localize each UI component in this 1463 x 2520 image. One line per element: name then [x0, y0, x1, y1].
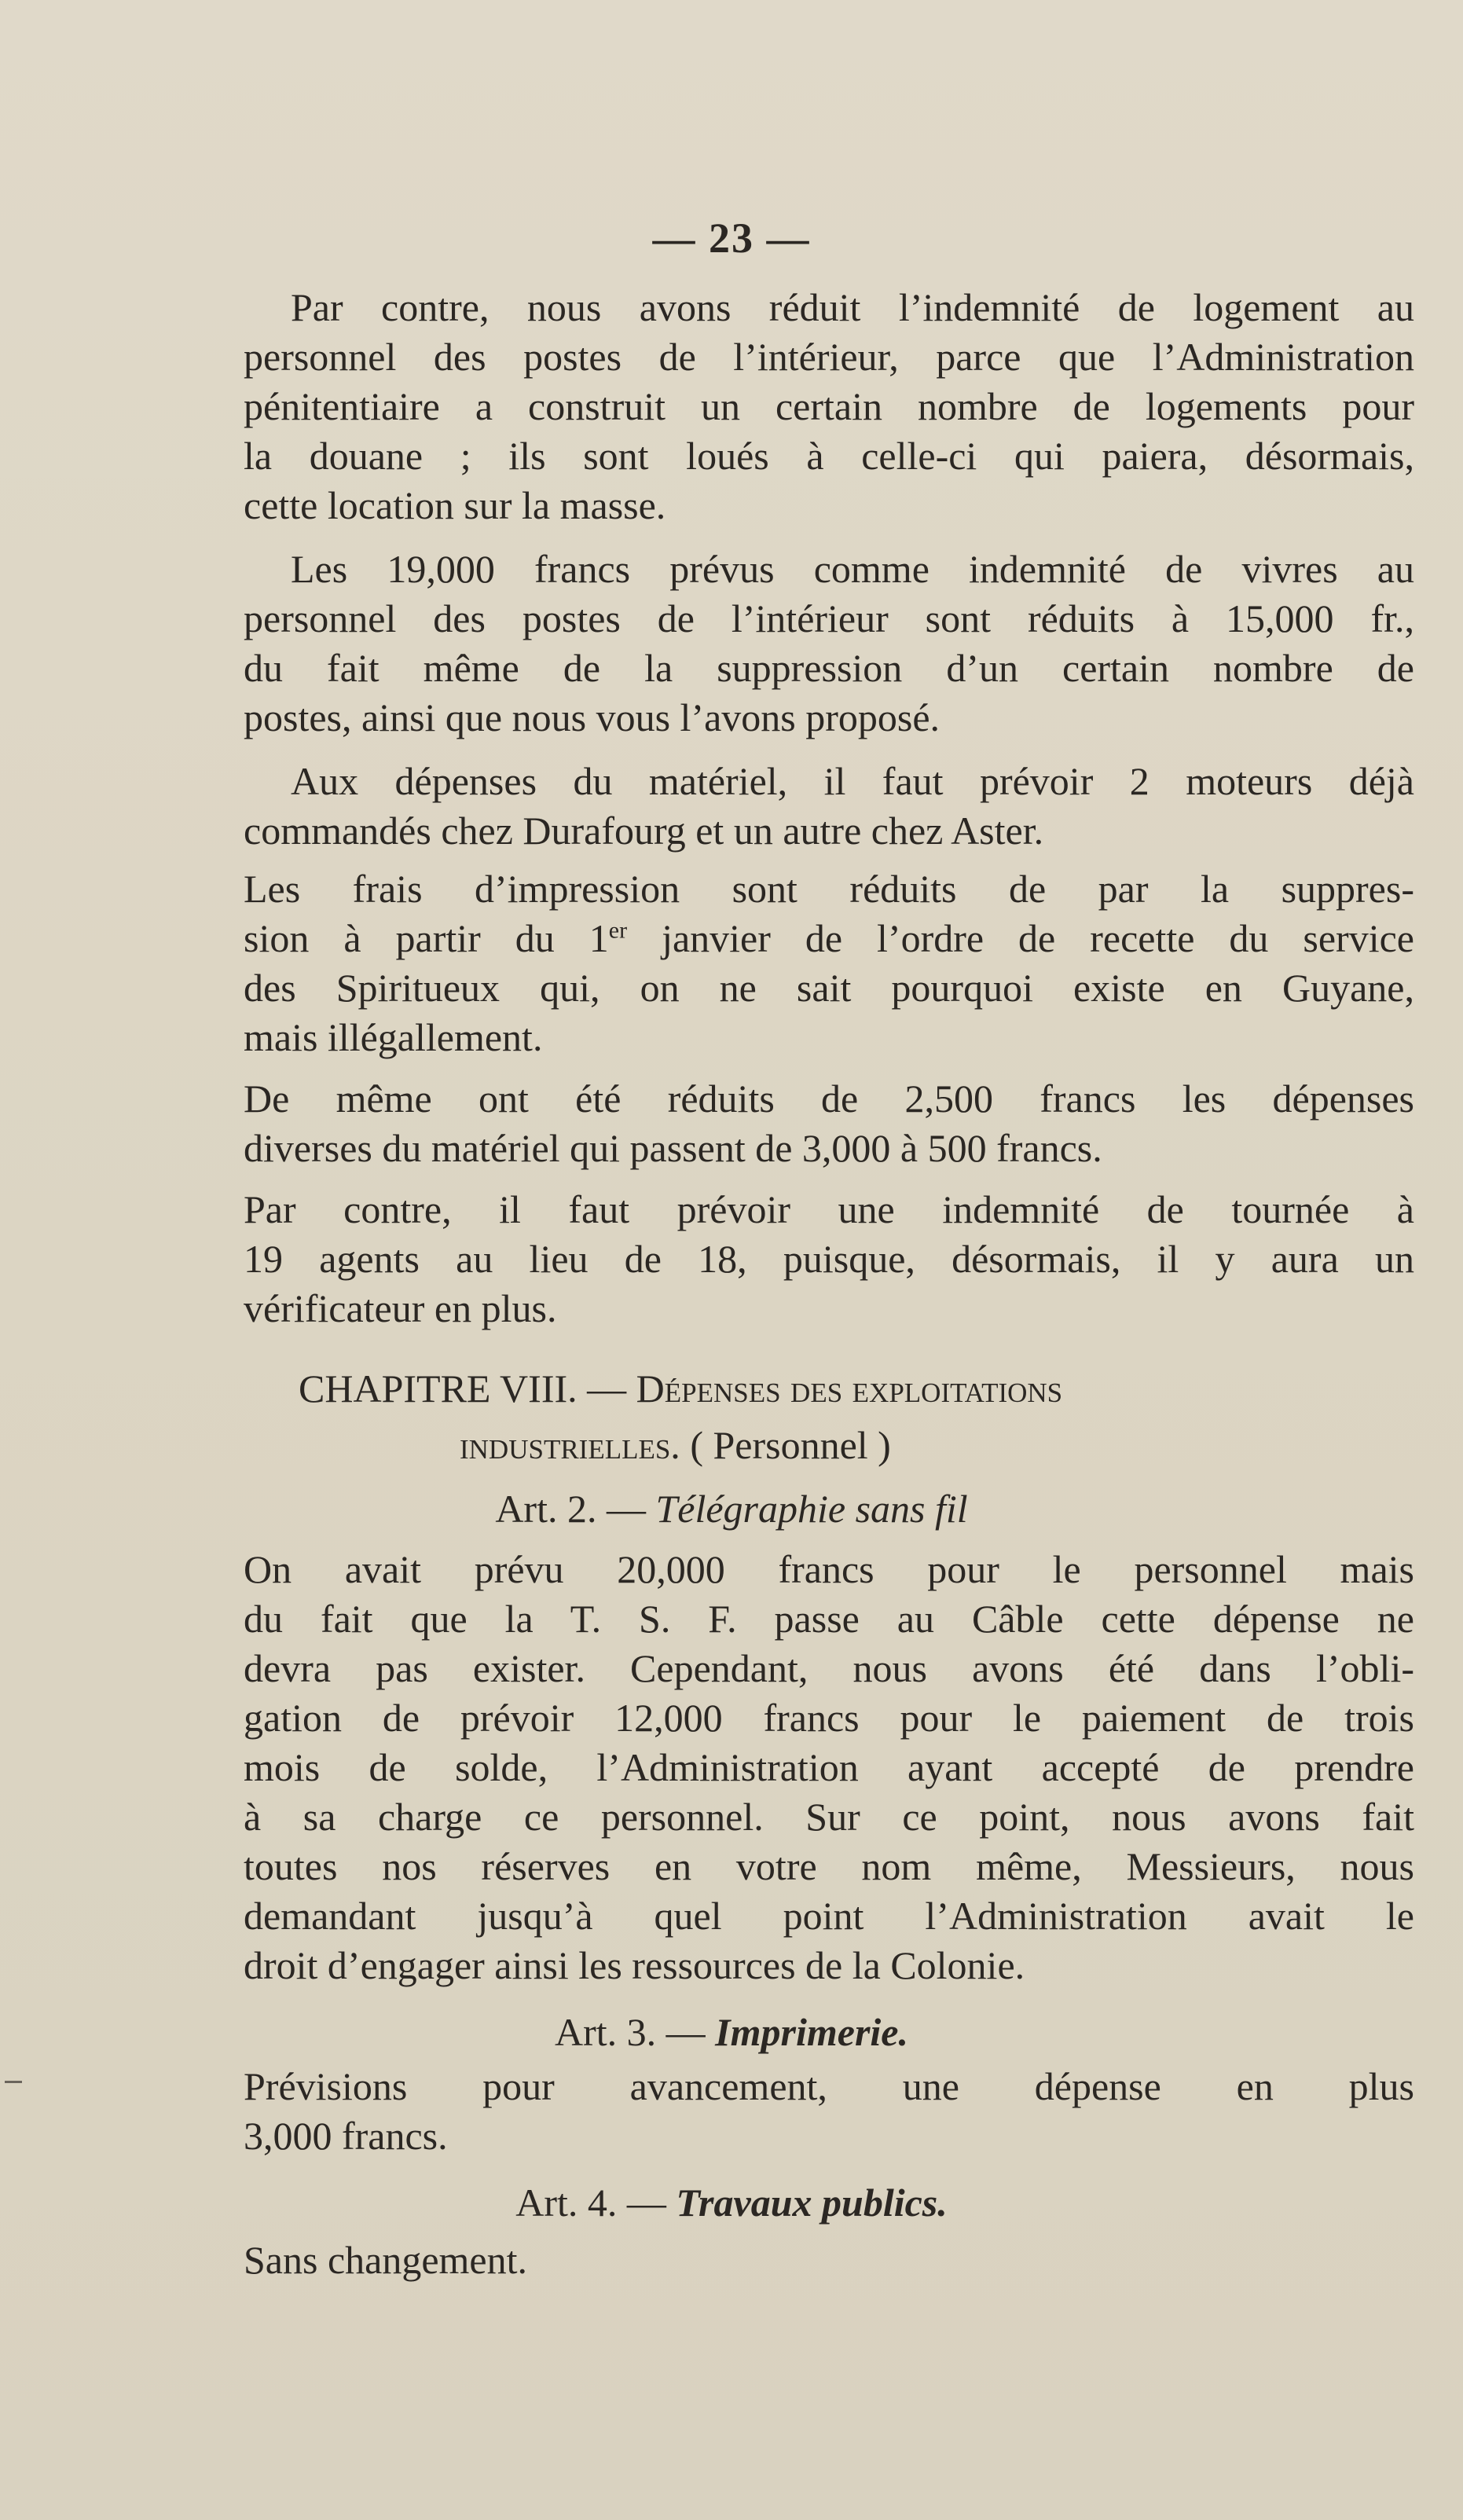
text-line: Les frais d’impression sont réduits de par la suppres-: [244, 867, 1414, 911]
article-heading: [0, 2008, 1463, 2056]
chapter-subtitle: ( Personnel ): [680, 1423, 891, 1467]
article-label: Art. 2. —: [495, 1487, 656, 1531]
text-line: Prévisions pour avancement, une dépense en plus: [244, 2064, 1414, 2108]
article-label: Art. 3. —: [555, 2010, 716, 2054]
page-number: — 23 —: [652, 215, 811, 262]
text-line: 19 agents au lieu de 18, puisque, désormais, il y aura un: [244, 1237, 1414, 1281]
text-line: pénitentiaire a construit un certain nombre de logements pour: [244, 384, 1414, 428]
article-label: Art. 4. —: [515, 2181, 676, 2225]
text-line: demandant jusqu’à quel point l’Administration avait le: [244, 1894, 1414, 1938]
chapter-title-line: [460, 1421, 1414, 1469]
chapter-number: CHAPITRE VIII. —: [299, 1366, 636, 1410]
text-line: la douane ; ils sont loués à celle-ci qui paiera, désormais,: [244, 434, 1414, 478]
text-line: Aux dépenses du matériel, il faut prévoir 2 moteurs déjà: [291, 759, 1414, 803]
chapter-title: Dépenses des exploitations: [636, 1366, 1063, 1410]
text-line: [244, 914, 1414, 963]
text-line: De même ont été réduits de 2,500 francs les dépenses: [244, 1077, 1414, 1121]
text-line: On avait prévu 20,000 francs pour le personnel mais: [244, 1547, 1414, 1591]
text-line: postes, ainsi que nous vous l’avons proposé.: [244, 695, 940, 739]
text-line: Les 19,000 francs prévus comme indemnité de vivres au: [291, 547, 1414, 591]
article-heading: [0, 2178, 1463, 2227]
text-line: mois de solde, l’Administration ayant accepté de prendre: [244, 1745, 1414, 1789]
text-line: gation de prévoir 12,000 francs pour le paiement de trois: [244, 1696, 1414, 1740]
text-line: Par contre, nous avons réduit l’indemnité de logement au: [291, 285, 1414, 329]
article-title: Travaux publics.: [676, 2181, 948, 2225]
text-line: devra pas exister. Cependant, nous avons été dans l’obli-: [244, 1646, 1414, 1690]
text-line: diverses du matériel qui passent de 3,000 à 500 francs.: [244, 1126, 1102, 1170]
text-line: mais illégallement.: [244, 1015, 543, 1059]
article-heading: [0, 1484, 1463, 1533]
superscript: er: [608, 917, 628, 944]
text-line: personnel des postes de l’intérieur, parce que l’Administration: [244, 335, 1414, 379]
text-line: vérificateur en plus.: [244, 1286, 557, 1330]
text-line: droit d’engager ainsi les ressources de la Colonie.: [244, 1943, 1025, 1987]
text-line: commandés chez Durafourg et un autre chez Aster.: [244, 809, 1044, 853]
text-line: personnel des postes de l’intérieur sont réduits à 15,000 fr.,: [244, 596, 1414, 640]
text-line: à sa charge ce personnel. Sur ce point, nous avons fait: [244, 1795, 1414, 1839]
paragraph-travaux: Sans changement.: [244, 2238, 528, 2282]
text-line: des Spiritueux qui, on ne sait pourquoi existe en Guyane,: [244, 966, 1414, 1010]
margin-mark: [5, 2081, 22, 2083]
article-title: Imprimerie.: [715, 2010, 908, 2054]
text-line: du fait que la T. S. F. passe au Câble cette dépense ne: [244, 1597, 1414, 1641]
text-line: toutes nos réserves en votre nom même, Messieurs, nous: [244, 1844, 1414, 1888]
chapter-title-cont: industrielles.: [460, 1423, 680, 1467]
text-line: cette location sur la masse.: [244, 483, 666, 527]
text-line: Par contre, il faut prévoir une indemnité de tournée à: [244, 1187, 1414, 1231]
text-fragment: janvier de l’ordre de recette du service: [627, 916, 1414, 960]
text-line: 3,000 francs.: [244, 2114, 448, 2158]
chapter-title-line: [299, 1364, 1414, 1413]
text-line: du fait même de la suppression d’un certain nombre de: [244, 646, 1414, 690]
article-title: Télégraphie sans fil: [655, 1487, 968, 1531]
text-fragment: sion à partir du 1: [244, 916, 609, 960]
